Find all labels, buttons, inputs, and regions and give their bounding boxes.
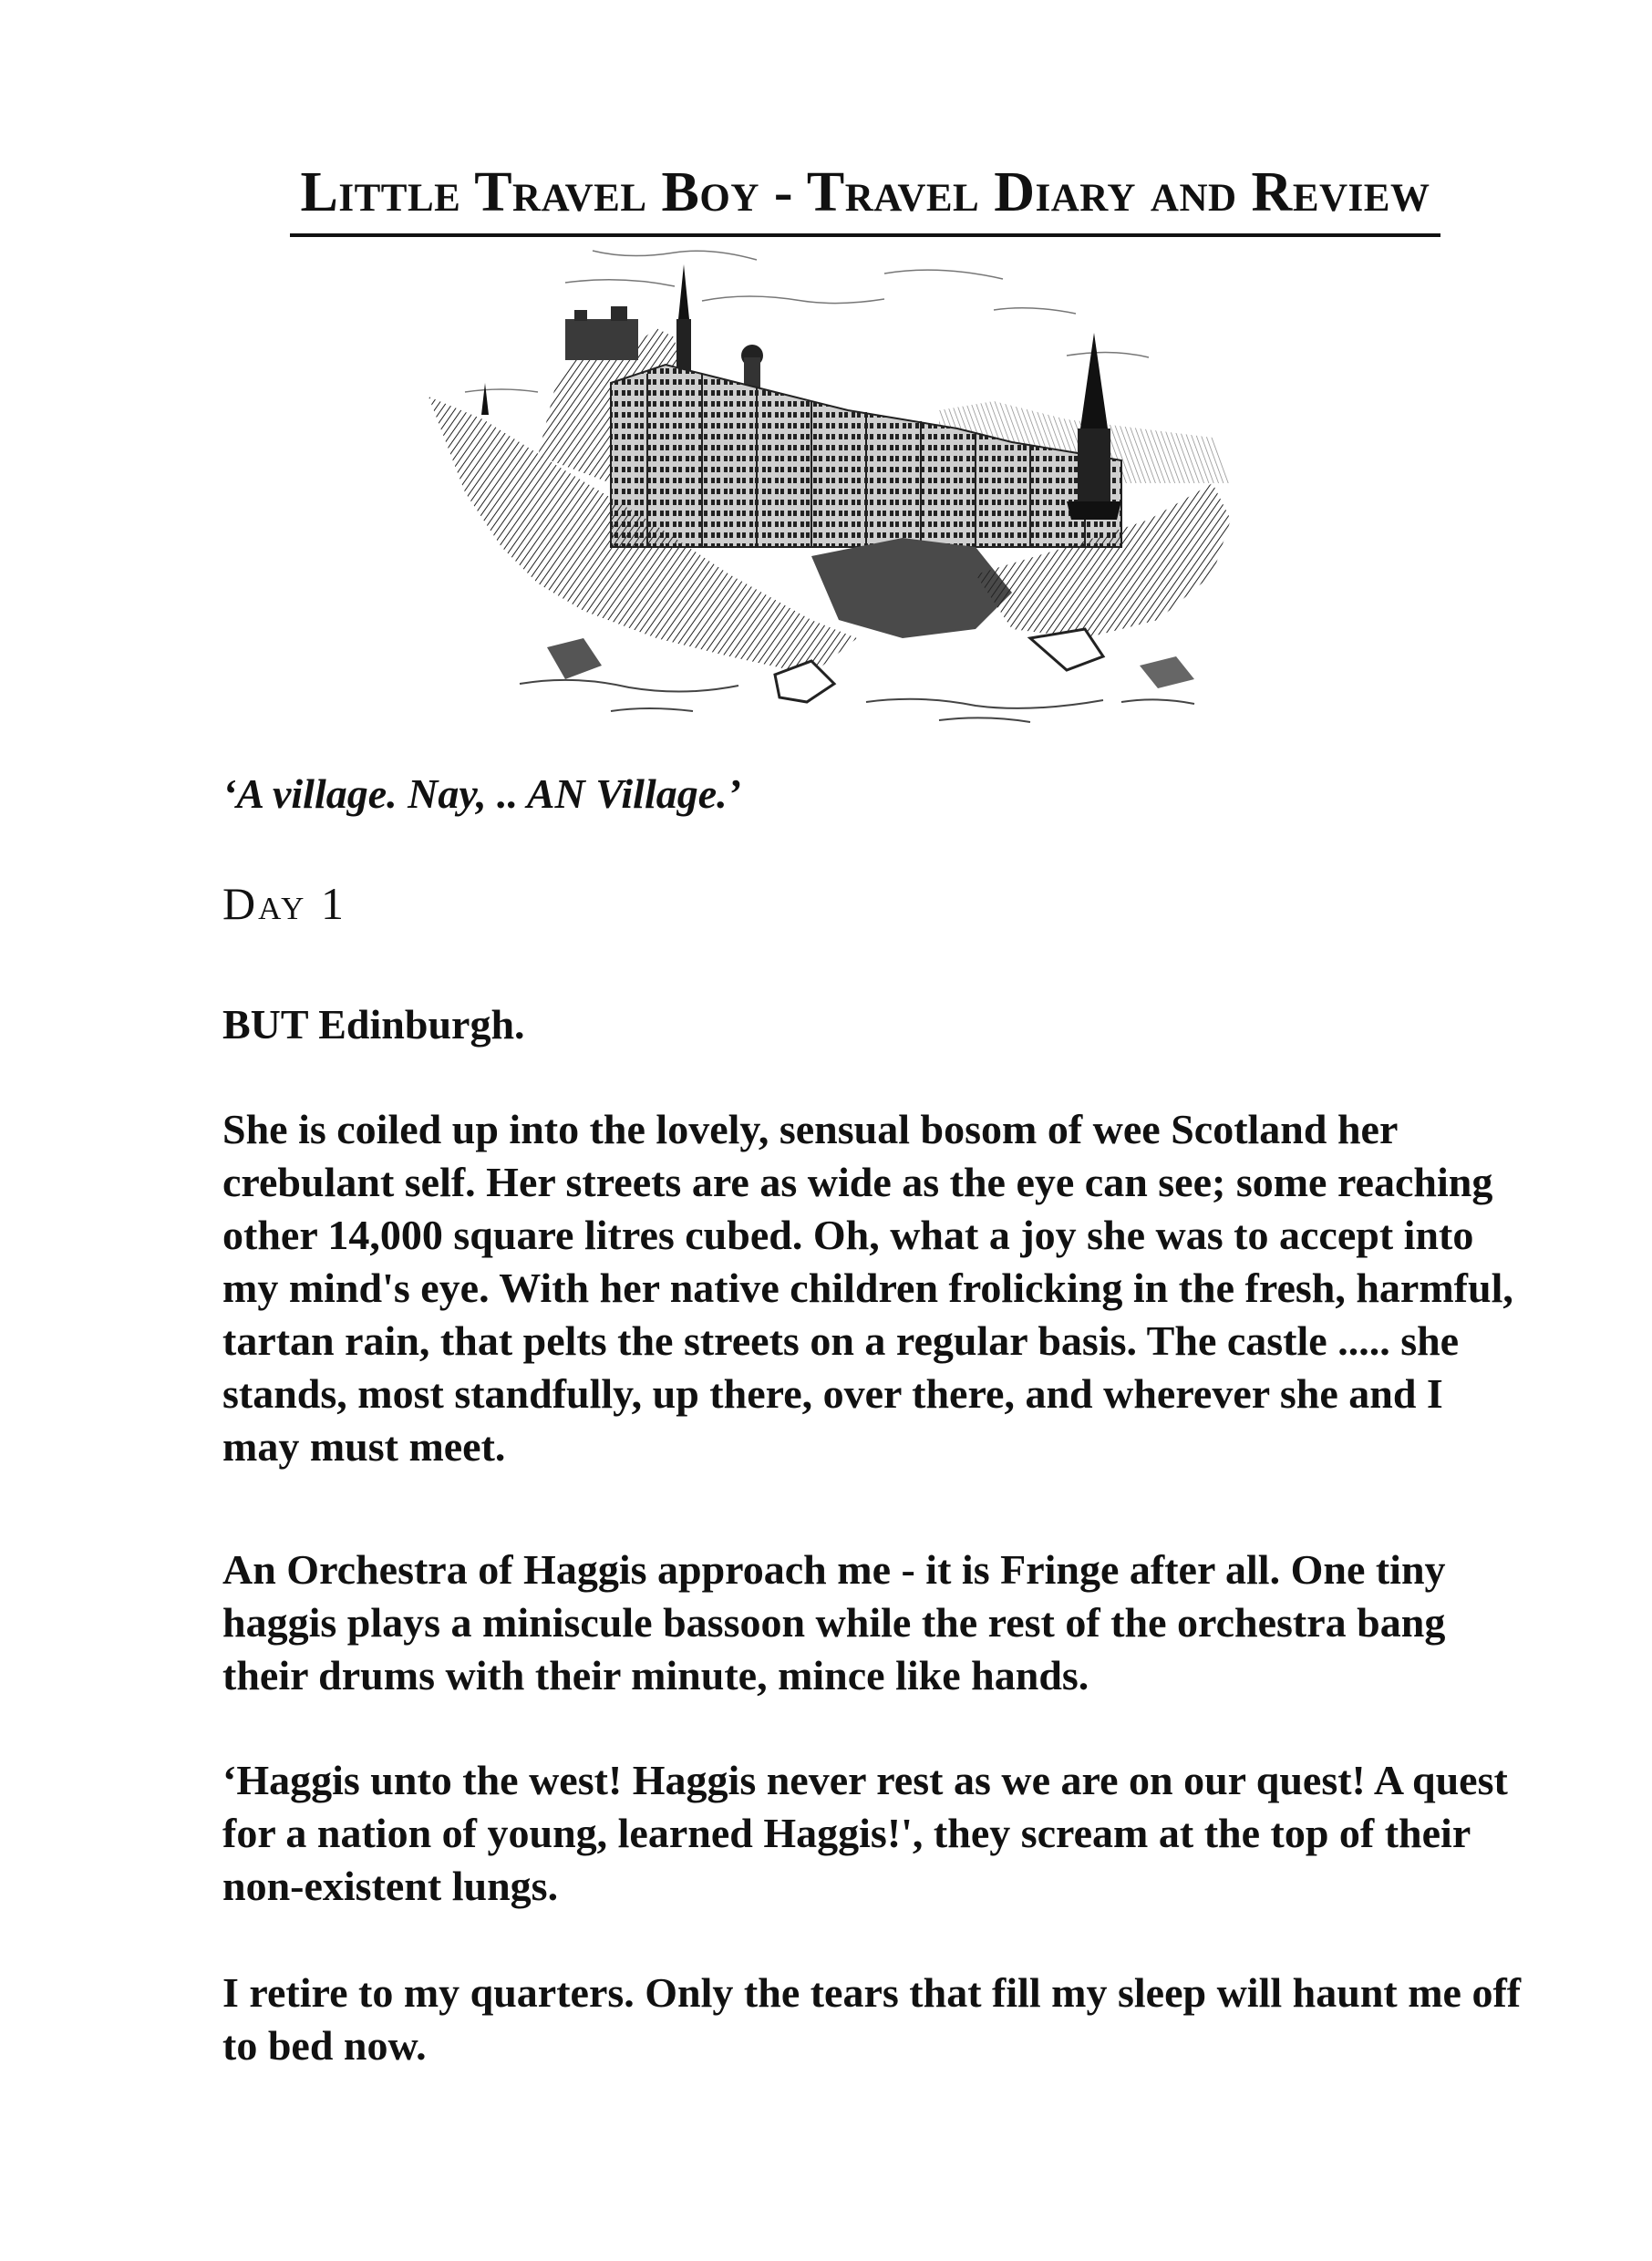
diary-paragraph: An Orchestra of Haggis approach me - it is Fringe after all. One tiny haggis plays a miniscule bassoon while the rest of the orchestra bang their drums with their minute, mince like hands. [222, 1546, 1446, 1698]
page-title: Little Travel Boy - Travel Diary and Review [300, 161, 1430, 223]
diary-paragraph: I retire to my quarters. Only the tears that fill my sleep will haunt me off to bed now. [222, 1969, 1522, 2069]
edinburgh-engraving [428, 246, 1249, 738]
title-underline [290, 233, 1440, 237]
diary-paragraph: ‘Haggis unto the west! Haggis never rest as we are on our quest! A quest for a nation of young, learned Haggis!', they scream at the top of their non-existent lungs. [222, 1757, 1508, 1909]
diary-tagline: ‘A village. Nay, .. AN Village.’ [222, 770, 741, 817]
diary-paragraph: She is coiled up into the lovely, sensual bosom of wee Scotland her crebulant self. Her streets are as wide as the eye can see; some reaching other 14,000 square litres cubed. Oh, what a joy she was to accept into my mind's eye. With her native children frolicking in the fresh, harmful, tartan rain, that pelts the streets on a regular basis. The castle ..... she stands, most standfully, up there, over there, and wherever she and I may must meet. [222, 1106, 1513, 1470]
diary-paragraph: BUT Edinburgh. [222, 1001, 525, 1048]
day-heading: Day 1 [222, 878, 346, 929]
